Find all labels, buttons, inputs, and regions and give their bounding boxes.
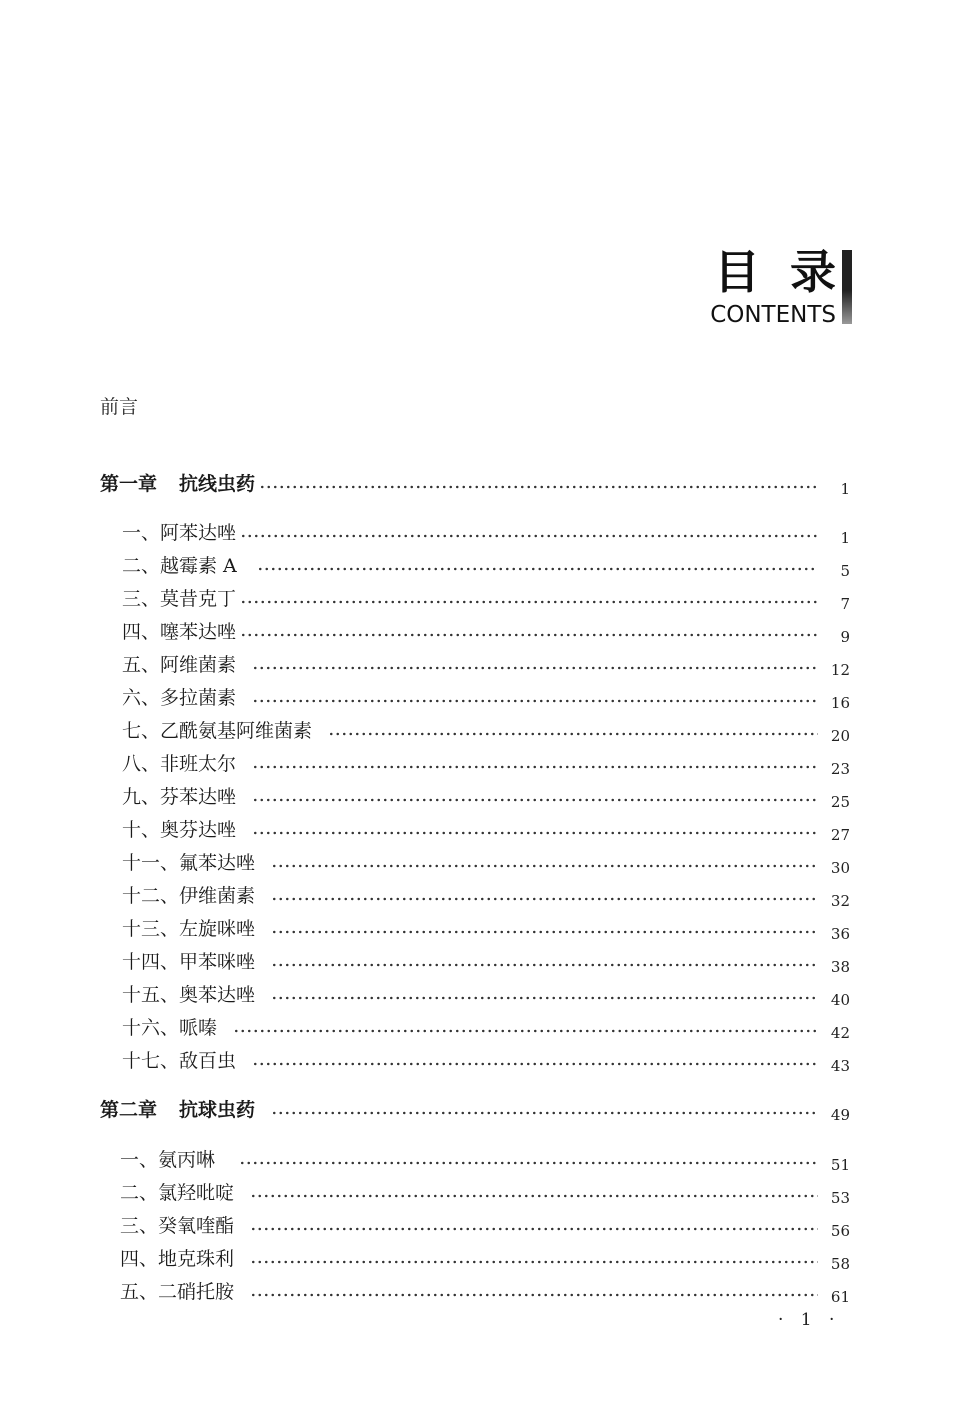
toc-entry-page: 38 — [830, 958, 850, 976]
toc-entry[interactable] — [120, 1144, 850, 1172]
chapter-2-number: 第二章 — [100, 1099, 158, 1121]
dot-leader — [250, 1193, 818, 1199]
toc-entry[interactable] — [120, 1276, 850, 1304]
dot-leader — [271, 995, 818, 1001]
dot-leader — [252, 698, 818, 704]
chapter-1-label — [100, 469, 259, 496]
toc-entry-label: 四、噻苯达唑 — [122, 621, 237, 643]
toc-entry[interactable] — [122, 946, 850, 974]
toc-entry[interactable] — [122, 913, 850, 941]
toc-entry-label: 一、氨丙啉 — [120, 1149, 216, 1171]
toc-entry-page: 23 — [830, 760, 850, 778]
toc-entry[interactable] — [122, 979, 850, 1007]
dot-leader — [271, 962, 818, 968]
dot-leader — [271, 1110, 818, 1116]
dot-leader — [328, 731, 818, 737]
toc-entry-page: 30 — [830, 859, 850, 877]
toc-entry[interactable] — [120, 1210, 850, 1238]
dot-leader — [259, 484, 818, 490]
toc-entry-label: 十五、奥苯达唑 — [122, 984, 256, 1006]
chapter-1-page: 1 — [840, 480, 850, 498]
toc-entry-label: 二、氯羟吡啶 — [120, 1182, 235, 1204]
heading-title-cn: 目录 — [714, 245, 866, 299]
toc-entry-page: 53 — [830, 1189, 850, 1207]
chapter-1-title: 抗线虫药 — [179, 473, 256, 495]
toc-entry-label: 五、二硝托胺 — [120, 1281, 235, 1303]
dot-leader — [250, 1226, 818, 1232]
toc-entry-page: 32 — [830, 892, 850, 910]
toc-entry[interactable] — [122, 781, 850, 809]
toc-entry[interactable] — [122, 715, 850, 743]
toc-entry-label: 十七、敌百虫 — [122, 1050, 237, 1072]
dot-leader — [240, 599, 818, 605]
toc-entry-page: 1 — [840, 529, 850, 547]
dot-leader — [240, 533, 818, 539]
toc-entry-page: 42 — [830, 1024, 850, 1042]
dot-leader — [252, 797, 818, 803]
chapter-1-row[interactable] — [100, 468, 850, 496]
heading-title-en: CONTENTS — [710, 302, 836, 328]
toc-entry-label: 十四、甲苯咪唑 — [122, 951, 256, 973]
contents-heading — [710, 245, 866, 330]
toc-entry-label: 一、阿苯达唑 — [122, 522, 237, 544]
chapter-2-row[interactable] — [100, 1094, 850, 1122]
toc-entry-page: 36 — [830, 925, 850, 943]
footer-page-number: · 1 · — [778, 1310, 841, 1330]
toc-entry-page: 61 — [830, 1288, 850, 1306]
dot-leader — [250, 1259, 818, 1265]
toc-entry-label: 九、芬苯达唑 — [122, 786, 237, 808]
dot-leader — [271, 896, 818, 902]
toc-entry-page: 5 — [840, 562, 850, 580]
dot-leader — [271, 929, 818, 935]
toc-entry[interactable] — [122, 814, 850, 842]
toc-entry[interactable] — [122, 616, 850, 644]
toc-entry[interactable] — [122, 847, 850, 875]
toc-entry-label: 七、乙酰氨基阿维菌素 — [122, 720, 313, 742]
toc-entry-page: 20 — [830, 727, 850, 745]
toc-entry-label: 三、莫昔克丁 — [122, 588, 237, 610]
toc-entry-label: 十一、氟苯达唑 — [122, 852, 256, 874]
toc-entry[interactable] — [122, 748, 850, 776]
toc-entry[interactable] — [120, 1243, 850, 1271]
toc-entry[interactable] — [122, 1045, 850, 1073]
chapter-2-title: 抗球虫药 — [179, 1099, 256, 1121]
dot-leader — [252, 1061, 818, 1067]
toc-entry-label: 二、越霉素 A — [122, 555, 237, 577]
toc-entry-label: 六、多拉菌素 — [122, 687, 237, 709]
toc-entry[interactable] — [122, 649, 850, 677]
toc-entry-label: 十三、左旋咪唑 — [122, 918, 256, 940]
chapter-1-number: 第一章 — [100, 473, 158, 495]
toc-entry-page: 7 — [840, 595, 850, 613]
toc-entry[interactable] — [122, 583, 850, 611]
chapter-2-page: 49 — [830, 1106, 850, 1124]
dot-leader — [252, 830, 818, 836]
toc-entry-label: 十二、伊维菌素 — [122, 885, 256, 907]
toc-entry-page: 9 — [840, 628, 850, 646]
toc-entry-page: 12 — [830, 661, 850, 679]
chapter-2-label — [100, 1095, 271, 1122]
toc-entry[interactable] — [122, 880, 850, 908]
toc-entry-label: 四、地克珠利 — [120, 1248, 235, 1270]
toc-entry-page: 43 — [830, 1057, 850, 1075]
dot-leader — [271, 863, 818, 869]
toc-entry-page: 16 — [830, 694, 850, 712]
toc-entry-page: 25 — [830, 793, 850, 811]
dot-leader — [239, 1160, 818, 1166]
dot-leader — [252, 764, 818, 770]
toc-entry-label: 三、癸氧喹酯 — [120, 1215, 235, 1237]
dot-leader — [257, 566, 818, 572]
toc-entry-label: 十、奥芬达唑 — [122, 819, 237, 841]
toc-entry-page: 40 — [830, 991, 850, 1009]
toc-entry-page: 58 — [830, 1255, 850, 1273]
dot-leader — [252, 665, 818, 671]
toc-entry-label: 五、阿维菌素 — [122, 654, 237, 676]
toc-entry-label: 十六、哌嗪 — [122, 1017, 218, 1039]
toc-entry[interactable] — [122, 550, 850, 578]
dot-leader — [240, 632, 818, 638]
toc-entry[interactable] — [122, 517, 850, 545]
toc-entry[interactable] — [120, 1177, 850, 1205]
dot-leader — [233, 1028, 818, 1034]
toc-entry-label: 八、非班太尔 — [122, 753, 237, 775]
toc-entry-page: 27 — [830, 826, 850, 844]
toc-entry[interactable] — [122, 1012, 850, 1040]
preface-entry[interactable]: 前言 — [100, 396, 139, 418]
dot-leader — [250, 1292, 818, 1298]
toc-entry-page: 56 — [830, 1222, 850, 1240]
toc-entry[interactable] — [122, 682, 850, 710]
toc-entry-page: 51 — [830, 1156, 850, 1174]
